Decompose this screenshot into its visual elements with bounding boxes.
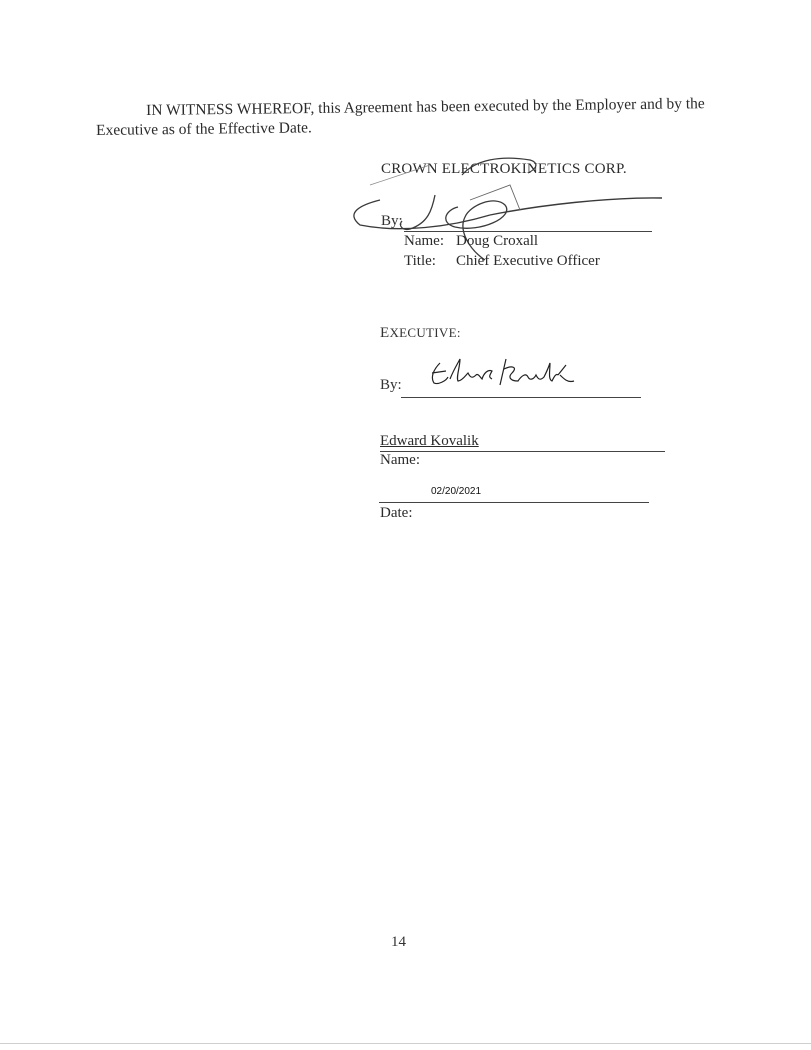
employer-title-field [404,253,600,270]
executive-signature-line [401,397,641,398]
employer-company-name: CROWN ELECTROKINETICS CORP. [381,161,627,177]
employer-title-value: Chief Executive Officer [456,253,600,269]
employer-name-field [404,233,538,250]
page-number: 14 [391,934,406,950]
executive-date-label: Date: [380,505,413,521]
employer-title-label: Title: [404,253,436,269]
executive-name-value: Edward Kovalik [380,433,479,449]
page-bottom-edge [0,1043,811,1044]
employer-name-label: Name: [404,233,444,249]
executive-name-label: Name: [380,452,420,468]
executive-name-line [380,451,665,452]
executive-by-label: By: [380,377,402,393]
employer-by-label: By: [381,213,403,229]
executive-date-line [379,502,649,503]
witness-paragraph-line-1: IN WITNESS WHEREOF, this Agreement has been executed by the Employer and by the [146,95,705,119]
executive-date-value: 02/20/2021 [431,486,482,497]
executive-signature-image [426,355,586,395]
employer-name-value: Doug Croxall [456,233,539,249]
witness-paragraph-line-2: Executive as of the Effective Date. [96,119,312,139]
executive-heading: EXECUTIVE: [380,325,461,341]
